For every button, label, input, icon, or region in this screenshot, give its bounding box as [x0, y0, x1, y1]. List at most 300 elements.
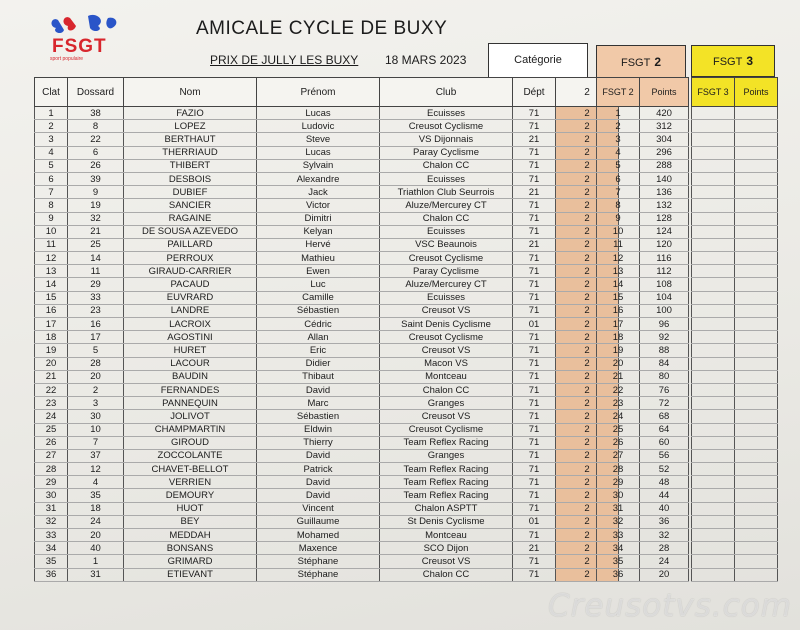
cell-prenom: Thibaut [257, 370, 380, 383]
cell-fsgt2-place: 25 [597, 423, 640, 436]
cell-dept: 71 [513, 159, 556, 172]
cell-nom: JOLIVOT [124, 410, 257, 423]
cell-nom: ZOCCOLANTE [124, 449, 257, 462]
cell-fsgt3-place [692, 304, 735, 317]
cell-clat: 20 [35, 357, 68, 370]
fsgt3-row [692, 159, 778, 172]
cell-nom: ETIEVANT [124, 568, 257, 581]
cell-club: Granges [380, 397, 513, 410]
cell-nom: MEDDAH [124, 529, 257, 542]
fsgt2-row [597, 199, 689, 212]
cell-dossard: 29 [68, 278, 124, 291]
cell-nom: RAGAINE [124, 212, 257, 225]
cell-prenom: Mathieu [257, 252, 380, 265]
cell-fsgt2-place: 19 [597, 344, 640, 357]
cell-clat: 26 [35, 436, 68, 449]
fsgt2-row [597, 133, 689, 146]
cell-clat: 23 [35, 397, 68, 410]
cell-fsgt3-place [692, 555, 735, 568]
col-prenom: Prénom [257, 78, 380, 107]
cell-club: Creusot VS [380, 555, 513, 568]
cell-categorie: 2 [556, 555, 619, 568]
cell-fsgt3-points [735, 238, 778, 251]
cell-club: Creusot Cyclisme [380, 331, 513, 344]
cell-fsgt2-place: 22 [597, 383, 640, 396]
cell-dept: 71 [513, 344, 556, 357]
cell-dossard: 6 [68, 146, 124, 159]
categorie-header [488, 43, 588, 78]
cell-dept: 21 [513, 186, 556, 199]
cell-fsgt2-points: 36 [640, 515, 689, 528]
cell-dossard: 7 [68, 436, 124, 449]
race-date: 18 MARS 2023 [385, 53, 467, 67]
cell-clat: 6 [35, 172, 68, 185]
cell-clat: 2 [35, 120, 68, 133]
fsgt2-header [596, 45, 686, 80]
cell-club: Team Reflex Racing [380, 463, 513, 476]
cell-clat: 5 [35, 159, 68, 172]
cell-categorie: 2 [556, 463, 619, 476]
race-name: PRIX DE JULLY LES BUXY [210, 53, 359, 67]
cell-club: VSC Beaunois [380, 238, 513, 251]
cell-dossard: 14 [68, 252, 124, 265]
cell-fsgt3-place [692, 318, 735, 331]
cell-club: Chalon CC [380, 383, 513, 396]
cell-prenom: Steve [257, 133, 380, 146]
fsgt2-row [597, 252, 689, 265]
fsgt2-number: 2 [654, 55, 662, 69]
table-row [35, 489, 619, 502]
fsgt2-row [597, 318, 689, 331]
cell-fsgt3-place [692, 212, 735, 225]
cell-prenom: Camille [257, 291, 380, 304]
cell-clat: 22 [35, 383, 68, 396]
cell-fsgt3-place [692, 344, 735, 357]
cell-nom: PANNEQUIN [124, 397, 257, 410]
cell-fsgt2-place: 5 [597, 159, 640, 172]
fsgt3-row [692, 410, 778, 423]
cell-fsgt3-points [735, 344, 778, 357]
cell-dossard: 37 [68, 449, 124, 462]
fsgt3-row [692, 225, 778, 238]
cell-fsgt3-points [735, 225, 778, 238]
fsgt3-row [692, 370, 778, 383]
cell-prenom: Lucas [257, 107, 380, 120]
cell-club: Ecuisses [380, 291, 513, 304]
fsgt3-row [692, 107, 778, 120]
cell-prenom: Lucas [257, 146, 380, 159]
col-club: Club [380, 78, 513, 107]
cell-fsgt3-place [692, 331, 735, 344]
cell-fsgt3-place [692, 252, 735, 265]
cell-fsgt2-points: 56 [640, 449, 689, 462]
cell-clat: 33 [35, 529, 68, 542]
cell-fsgt3-points [735, 146, 778, 159]
cell-fsgt3-points [735, 199, 778, 212]
cell-fsgt2-points: 96 [640, 318, 689, 331]
table-row [35, 304, 619, 317]
table-row [35, 370, 619, 383]
fsgt3-row [692, 331, 778, 344]
table-row [35, 278, 619, 291]
col-fsgt2: FSGT 2 [597, 78, 640, 107]
table-row [35, 463, 619, 476]
cell-fsgt3-place [692, 449, 735, 462]
cell-club: Creusot Cyclisme [380, 252, 513, 265]
cell-fsgt3-points [735, 502, 778, 515]
col-clat: Clat [35, 78, 68, 107]
fsgt3-row [692, 252, 778, 265]
fsgt3-row [692, 133, 778, 146]
cell-categorie: 2 [556, 120, 619, 133]
fsgt3-row [692, 344, 778, 357]
cell-categorie: 2 [556, 291, 619, 304]
cell-fsgt2-place: 29 [597, 476, 640, 489]
table-row [35, 186, 619, 199]
cell-fsgt2-place: 21 [597, 370, 640, 383]
cell-fsgt3-place [692, 107, 735, 120]
cell-clat: 35 [35, 555, 68, 568]
cell-fsgt2-points: 24 [640, 555, 689, 568]
cell-fsgt2-place: 24 [597, 410, 640, 423]
cell-fsgt3-place [692, 278, 735, 291]
cell-fsgt3-place [692, 515, 735, 528]
cell-fsgt2-place: 11 [597, 238, 640, 251]
cell-fsgt3-points [735, 278, 778, 291]
fsgt3-row [692, 186, 778, 199]
cell-fsgt2-place: 13 [597, 265, 640, 278]
cell-club: Chalon ASPTT [380, 502, 513, 515]
cell-fsgt3-points [735, 212, 778, 225]
cell-fsgt2-place: 9 [597, 212, 640, 225]
cell-prenom: Luc [257, 278, 380, 291]
cell-club: Granges [380, 449, 513, 462]
cell-clat: 36 [35, 568, 68, 581]
cell-categorie: 2 [556, 212, 619, 225]
table-row [35, 476, 619, 489]
cell-fsgt2-place: 7 [597, 186, 640, 199]
cell-fsgt3-points [735, 120, 778, 133]
cell-fsgt3-points [735, 449, 778, 462]
categorie-label: Catégorie [514, 54, 562, 66]
cell-fsgt3-place [692, 159, 735, 172]
cell-dossard: 20 [68, 370, 124, 383]
fsgt2-row [597, 542, 689, 555]
cell-fsgt2-place: 10 [597, 225, 640, 238]
table-row [35, 146, 619, 159]
fsgt3-row [692, 265, 778, 278]
cell-clat: 30 [35, 489, 68, 502]
col-points: Points [640, 78, 689, 107]
cell-fsgt2-points: 132 [640, 199, 689, 212]
cell-categorie: 2 [556, 383, 619, 396]
cell-club: Team Reflex Racing [380, 476, 513, 489]
cell-club: St Denis Cyclisme [380, 515, 513, 528]
cell-club: Ecuisses [380, 225, 513, 238]
cell-prenom: Kelyan [257, 225, 380, 238]
fsgt2-row [597, 107, 689, 120]
cell-prenom: Maxence [257, 542, 380, 555]
cell-nom: LACROIX [124, 318, 257, 331]
table-row [35, 542, 619, 555]
cell-fsgt3-points [735, 568, 778, 581]
cell-fsgt2-points: 20 [640, 568, 689, 581]
cell-fsgt2-points: 116 [640, 252, 689, 265]
col-categorie: 2 [556, 78, 619, 107]
cell-dossard: 32 [68, 212, 124, 225]
cell-dept: 71 [513, 265, 556, 278]
table-row [35, 568, 619, 581]
table-row [35, 318, 619, 331]
cell-fsgt2-place: 23 [597, 397, 640, 410]
cell-fsgt2-points: 304 [640, 133, 689, 146]
cell-dossard: 30 [68, 410, 124, 423]
cell-nom: PACAUD [124, 278, 257, 291]
cell-dept: 71 [513, 568, 556, 581]
cell-fsgt2-place: 27 [597, 449, 640, 462]
cell-fsgt3-points [735, 331, 778, 344]
cell-fsgt2-place: 18 [597, 331, 640, 344]
cell-fsgt2-points: 108 [640, 278, 689, 291]
cell-prenom: Marc [257, 397, 380, 410]
table-row [35, 502, 619, 515]
cell-categorie: 2 [556, 436, 619, 449]
fsgt3-row [692, 476, 778, 489]
cell-prenom: Victor [257, 199, 380, 212]
fsgt3-row [692, 120, 778, 133]
table-row [35, 120, 619, 133]
cell-dept: 71 [513, 383, 556, 396]
cell-fsgt2-place: 35 [597, 555, 640, 568]
fsgt2-row [597, 304, 689, 317]
cell-categorie: 2 [556, 133, 619, 146]
cell-club: Aluze/Mercurey CT [380, 278, 513, 291]
cell-nom: DESBOIS [124, 172, 257, 185]
cell-fsgt2-place: 2 [597, 120, 640, 133]
fsgt3-row [692, 463, 778, 476]
cell-categorie: 2 [556, 529, 619, 542]
cell-fsgt2-place: 6 [597, 172, 640, 185]
cell-nom: GIRAUD-CARRIER [124, 265, 257, 278]
cell-club: Triathlon Club Seurrois [380, 186, 513, 199]
cell-prenom: Stéphane [257, 555, 380, 568]
cell-fsgt2-place: 34 [597, 542, 640, 555]
cell-dept: 71 [513, 357, 556, 370]
table-row [35, 291, 619, 304]
cell-clat: 29 [35, 476, 68, 489]
cell-club: Macon VS [380, 357, 513, 370]
cell-club: Creusot VS [380, 344, 513, 357]
col-dept: Dépt [513, 78, 556, 107]
table-row [35, 397, 619, 410]
cell-dossard: 8 [68, 120, 124, 133]
cell-dept: 71 [513, 555, 556, 568]
cell-prenom: Sébastien [257, 410, 380, 423]
cell-dossard: 11 [68, 265, 124, 278]
cell-fsgt3-place [692, 397, 735, 410]
cell-clat: 31 [35, 502, 68, 515]
fsgt2-table-wrap [596, 77, 689, 582]
table-row [35, 357, 619, 370]
fsgt3-row [692, 423, 778, 436]
cell-categorie: 2 [556, 515, 619, 528]
fsgt3-row [692, 357, 778, 370]
cell-fsgt2-points: 52 [640, 463, 689, 476]
cell-club: Montceau [380, 370, 513, 383]
cell-club: Saint Denis Cyclisme [380, 318, 513, 331]
cell-dept: 71 [513, 423, 556, 436]
cell-dossard: 9 [68, 186, 124, 199]
fsgt2-row [597, 186, 689, 199]
cell-categorie: 2 [556, 107, 619, 120]
cell-nom: HURET [124, 344, 257, 357]
cell-prenom: Sylvain [257, 159, 380, 172]
cell-prenom: Jack [257, 186, 380, 199]
cell-nom: AGOSTINI [124, 331, 257, 344]
cell-categorie: 2 [556, 238, 619, 251]
table-row [35, 265, 619, 278]
cell-nom: VERRIEN [124, 476, 257, 489]
cell-fsgt2-place: 3 [597, 133, 640, 146]
cell-prenom: David [257, 489, 380, 502]
col-points3: Points [735, 78, 778, 107]
cell-dossard: 17 [68, 331, 124, 344]
table-row [35, 159, 619, 172]
cell-dept: 71 [513, 212, 556, 225]
cell-fsgt3-place [692, 476, 735, 489]
cell-fsgt2-points: 72 [640, 397, 689, 410]
cell-prenom: Mohamed [257, 529, 380, 542]
cell-nom: DEMOURY [124, 489, 257, 502]
fsgt3-row [692, 383, 778, 396]
cell-fsgt3-points [735, 555, 778, 568]
cell-clat: 27 [35, 449, 68, 462]
cell-categorie: 2 [556, 186, 619, 199]
cell-fsgt3-place [692, 225, 735, 238]
fsgt2-row [597, 568, 689, 581]
cell-fsgt3-points [735, 515, 778, 528]
fsgt2-row [597, 410, 689, 423]
table-row [35, 199, 619, 212]
cell-nom: EUVRARD [124, 291, 257, 304]
fsgt2-row [597, 291, 689, 304]
cell-fsgt2-place: 31 [597, 502, 640, 515]
fsgt2-row [597, 159, 689, 172]
table-row [35, 410, 619, 423]
cell-fsgt2-points: 312 [640, 120, 689, 133]
cell-clat: 7 [35, 186, 68, 199]
cell-clat: 12 [35, 252, 68, 265]
cell-fsgt2-points: 296 [640, 146, 689, 159]
cell-fsgt3-place [692, 463, 735, 476]
cell-fsgt3-place [692, 120, 735, 133]
fsgt2-row [597, 502, 689, 515]
cell-fsgt3-place [692, 357, 735, 370]
cell-fsgt3-place [692, 238, 735, 251]
cell-prenom: Patrick [257, 463, 380, 476]
cell-dept: 21 [513, 542, 556, 555]
cell-dept: 71 [513, 489, 556, 502]
cell-fsgt2-place: 33 [597, 529, 640, 542]
cell-dossard: 3 [68, 397, 124, 410]
cell-nom: FAZIO [124, 107, 257, 120]
fsgt3-row [692, 449, 778, 462]
cell-nom: HUOT [124, 502, 257, 515]
fsgt3-row [692, 489, 778, 502]
cell-dept: 71 [513, 436, 556, 449]
fsgt2-row [597, 357, 689, 370]
cell-fsgt3-place [692, 172, 735, 185]
cell-categorie: 2 [556, 370, 619, 383]
cell-fsgt2-place: 28 [597, 463, 640, 476]
cell-dossard: 25 [68, 238, 124, 251]
cell-fsgt2-points: 28 [640, 542, 689, 555]
cell-fsgt3-place [692, 383, 735, 396]
cell-dept: 71 [513, 397, 556, 410]
cell-dept: 01 [513, 318, 556, 331]
cell-dept: 71 [513, 410, 556, 423]
cell-fsgt2-points: 68 [640, 410, 689, 423]
cell-fsgt2-points: 136 [640, 186, 689, 199]
fsgt3-row [692, 172, 778, 185]
table-row [35, 423, 619, 436]
table-row [35, 449, 619, 462]
table-row [35, 436, 619, 449]
cell-nom: DUBIEF [124, 186, 257, 199]
cell-dossard: 40 [68, 542, 124, 555]
fsgt3-row [692, 199, 778, 212]
table-row [35, 107, 619, 120]
cell-fsgt3-points [735, 172, 778, 185]
cell-dossard: 21 [68, 225, 124, 238]
cell-club: Paray Cyclisme [380, 146, 513, 159]
cell-nom: CHAVET-BELLOT [124, 463, 257, 476]
table-row [35, 344, 619, 357]
fsgt3-row [692, 436, 778, 449]
fsgt2-row [597, 463, 689, 476]
cell-prenom: Ludovic [257, 120, 380, 133]
cell-dossard: 39 [68, 172, 124, 185]
cell-categorie: 2 [556, 252, 619, 265]
table-row [35, 529, 619, 542]
cell-prenom: Stéphane [257, 568, 380, 581]
fsgt3-row [692, 291, 778, 304]
table-row [35, 331, 619, 344]
cell-fsgt3-points [735, 252, 778, 265]
cell-club: Team Reflex Racing [380, 489, 513, 502]
cell-categorie: 2 [556, 502, 619, 515]
fsgt2-row [597, 212, 689, 225]
cell-categorie: 2 [556, 489, 619, 502]
cell-fsgt3-points [735, 357, 778, 370]
fsgt2-row [597, 265, 689, 278]
cell-clat: 3 [35, 133, 68, 146]
cell-fsgt3-place [692, 542, 735, 555]
cell-fsgt3-points [735, 133, 778, 146]
cell-clat: 32 [35, 515, 68, 528]
fsgt2-row [597, 344, 689, 357]
cell-fsgt3-points [735, 107, 778, 120]
cell-clat: 28 [35, 463, 68, 476]
cell-fsgt3-points [735, 291, 778, 304]
cell-nom: BAUDIN [124, 370, 257, 383]
cell-nom: SANCIER [124, 199, 257, 212]
fsgt2-row [597, 449, 689, 462]
cell-clat: 34 [35, 542, 68, 555]
logo-tagline: sport populaire [50, 56, 84, 62]
cell-fsgt2-points: 44 [640, 489, 689, 502]
cell-categorie: 2 [556, 146, 619, 159]
